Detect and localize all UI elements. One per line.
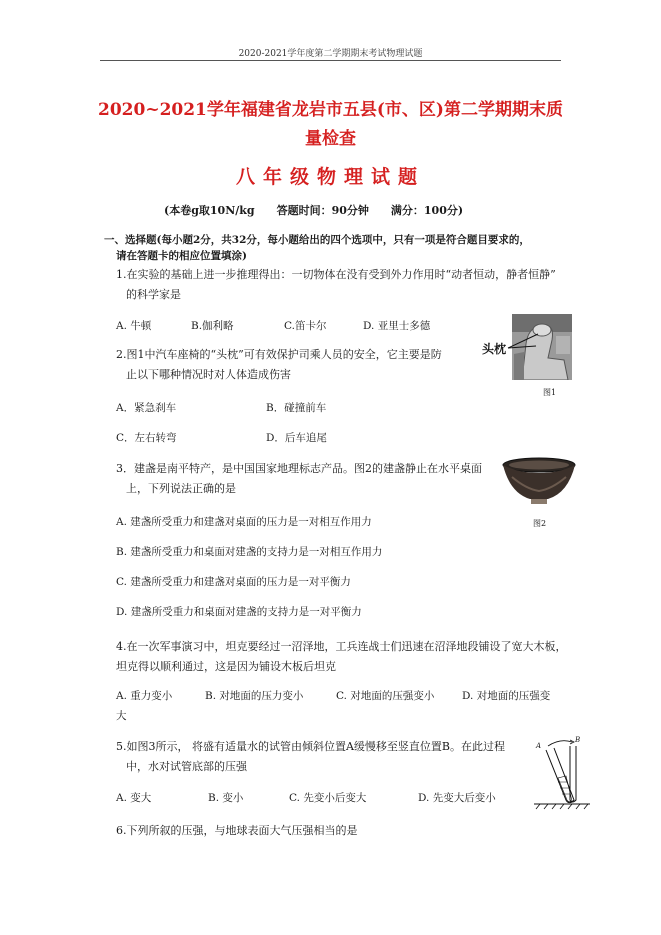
fig1-label: 图1 [543,388,557,397]
q4-option-b: B. 对地面的压力变小 [205,690,304,702]
exam-subtitle: 八年级物理试题 [235,166,425,188]
q4-stem-line1: 4.在一次军事演习中，坦克要经过一沼泽地，工兵连战士们迅速在沼泽地段铺设了宽大木板， [116,640,567,653]
q2-stem-line2: 止以下哪种情况时对人体造成伤害 [126,368,291,381]
tea-bowl-photo [500,455,578,511]
section-instructions-line1: 一、选择题(每小题2分，共32分，每小题给出的四个选项中，只有一项是符合题目要求的， [104,234,530,246]
q2-option-c: C．左右转弯 [116,432,177,444]
q3-option-a: A. 建盏所受重力和建盏对桌面的压力是一对相互作用力 [116,516,372,528]
q1-stem-line1: 1.在实验的基础上进一步推理得出：一切物体在没有受到外力作用时“动者恒动，静者恒静” [116,268,556,281]
q4-option-c: C. 对地面的压强变小 [336,690,435,702]
q5-option-b: B. 变小 [208,792,244,804]
header-divider [100,60,561,61]
q2-option-a: A．紧急刹车 [116,402,177,414]
q3-stem-line1: 3．建盏是南平特产，是中国国家地理标志产品。图2的建盏静止在水平桌面 [116,462,482,475]
q3-stem-line2: 上，下列说法正确的是 [126,482,236,495]
q2-stem-line1: 2.图1中汽车座椅的“头枕”可有效保护司乘人员的安全，它主要是防 [116,348,442,361]
q5-stem-line2: 中，水对试管底部的压强 [126,760,247,773]
q4-option-a: A. 重力变小 [116,690,173,702]
q4-option-d-wrap: 大 [116,710,127,722]
q5-option-d: D. 先变大后变小 [418,792,496,804]
exam-time: 答题时间：90分钟 [276,204,369,217]
exam-note: (本卷g取10N/kg [164,204,255,217]
q3-option-c: C. 建盏所受重力和建盏对桌面的压力是一对平衡力 [116,576,351,588]
q1-option-a: A. 牛顿 [116,320,152,332]
page-header: 2020-2021学年度第二学期期末考试物理试题 [238,49,423,59]
exam-title-line1: 2020~2021学年福建省龙岩市五县(市、区)第二学期期末质 [98,100,563,120]
q5-stem-line1: 5.如图3所示， 将盛有适量水的试管由倾斜位置A缓慢移至竖直位置B。在此过程 [116,740,506,753]
exam-score: 满分：100分) [390,204,464,217]
fig2-label: 图2 [533,519,547,528]
q2-option-b: B．碰撞前车 [266,402,327,414]
q1-stem-line2: 的科学家是 [126,288,181,301]
fig3-label-a: A [536,742,542,750]
exam-info [164,202,463,218]
q3-option-b: B. 建盏所受重力和桌面对建盏的支持力是一对相互作用力 [116,546,383,558]
q6-stem-line1: 6.下列所叙的压强，与地球表面大气压强相当的是 [116,824,358,837]
exam-title-line2: 量检查 [305,129,356,149]
section-instructions-line2: 请在答题卡的相应位置填涂) [116,250,247,262]
q1-option-b: B.伽利略 [191,320,234,332]
q1-option-d: D. 亚里士多德 [363,320,431,332]
q3-option-d: D. 建盏所受重力和桌面对建盏的支持力是一对平衡力 [116,606,362,618]
q1-option-c: C.笛卡尔 [284,320,327,332]
q5-option-c: C. 先变小后变大 [289,792,367,804]
q2-option-d: D．后车追尾 [266,432,327,444]
fig1-callout-headrest: 头枕 [482,342,507,356]
q5-option-a: A. 变大 [116,792,152,804]
fig3-label-b: B [575,736,581,744]
q4-option-d: D. 对地面的压强变 [462,690,551,702]
q4-stem-line2: 坦克得以顺利通过，这是因为铺设木板后坦克 [116,660,336,673]
